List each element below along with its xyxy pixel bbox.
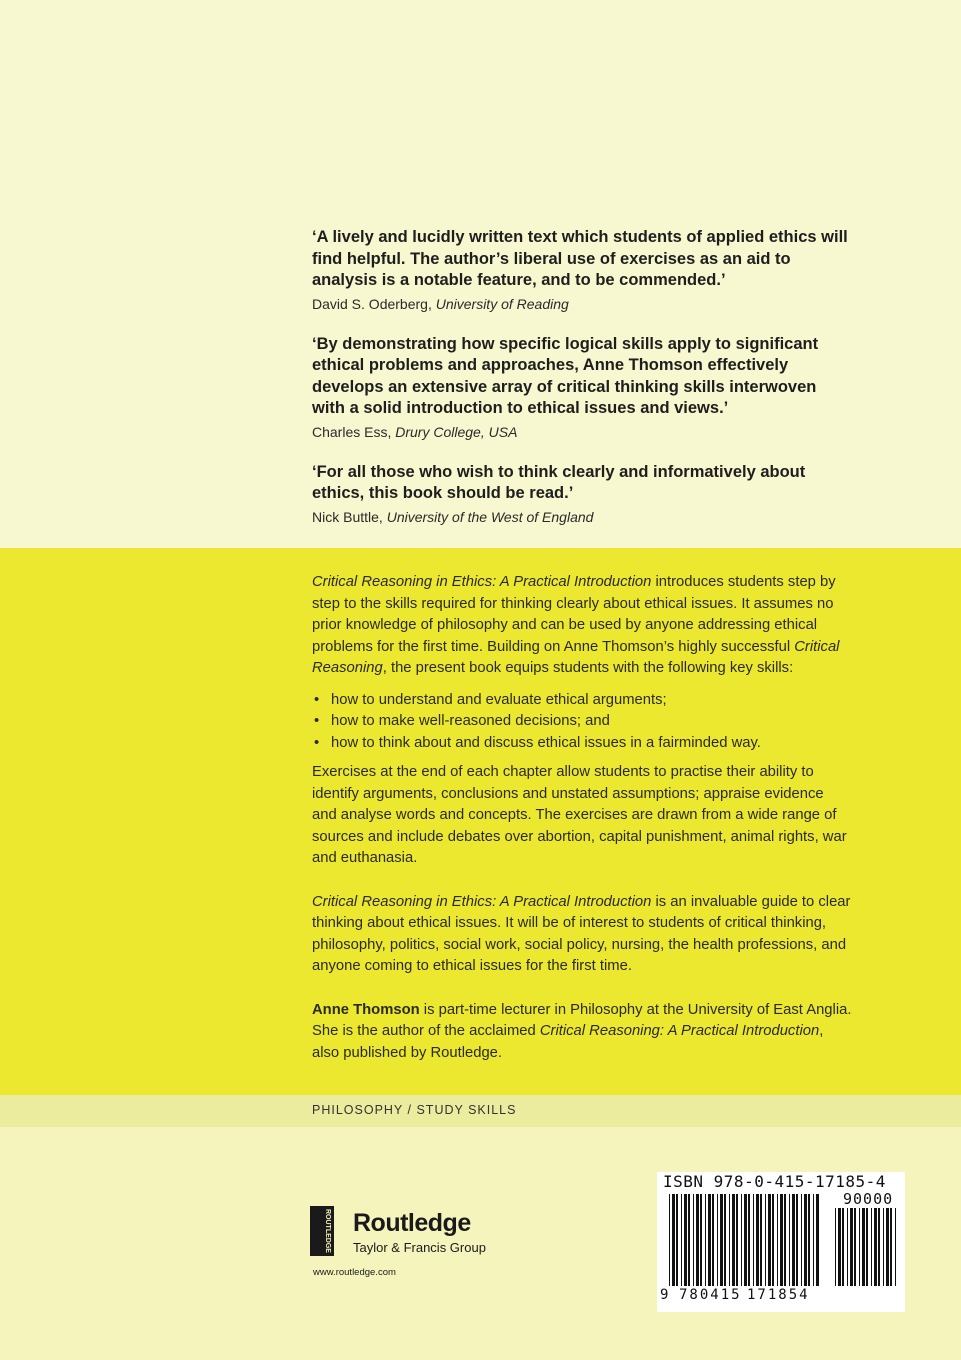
barcode-bar (854, 1208, 856, 1286)
publisher-name: Routledge (353, 1209, 471, 1237)
barcode-bar (693, 1194, 694, 1286)
barcode-bar (801, 1194, 802, 1286)
barcode-bar (760, 1194, 762, 1286)
addon-digits: 90000 (843, 1190, 894, 1208)
barcode-bar (777, 1194, 778, 1286)
barcode-bar (669, 1194, 670, 1286)
barcode-bar (732, 1194, 735, 1286)
barcode-bar (835, 1208, 836, 1286)
barcode-bar (688, 1194, 690, 1286)
quote-text: ‘By demonstrating how specific logical skills apply to significant ethical problems and approaches, Anne Thomson effectively develops an extensive array of critical thinking skills interwoven with a solid introduction to ethical issues and views.’ (312, 334, 819, 417)
review-quote (312, 334, 852, 442)
barcode-bar (748, 1194, 750, 1286)
barcode-bar (871, 1208, 872, 1286)
author-bio (312, 1000, 852, 1065)
barcode-bar (720, 1194, 723, 1286)
author-name: Anne Thomson (312, 1001, 420, 1018)
barcode-bar (780, 1194, 783, 1286)
vertical-mark-text: ROUTLEDGE (324, 1209, 331, 1253)
related-book-title: Critical Reasoning: A Practical Introduction (539, 1023, 820, 1039)
barcode-bar (768, 1194, 771, 1286)
description-paragraph (312, 572, 852, 680)
barcode-bar (796, 1194, 798, 1286)
barcode-bar (847, 1208, 848, 1286)
barcode-bar (890, 1208, 892, 1286)
barcode-bar (672, 1194, 675, 1286)
review-quote (312, 462, 852, 527)
publisher-logo (310, 1206, 510, 1260)
isbn-number: ISBN 978-0-415-17185-4 (663, 1172, 886, 1191)
barcode-bar (813, 1194, 814, 1286)
barcode-bar (866, 1208, 868, 1286)
barcode-bar (859, 1208, 860, 1286)
review-quote (312, 227, 852, 314)
quote-affiliation: University of Reading (435, 295, 569, 312)
skills-list-item: • how to understand and evaluate ethical arguments; (312, 690, 852, 712)
barcode-bar (741, 1194, 742, 1286)
barcode-bar (772, 1194, 774, 1286)
related-book-title: Critical Reasoning (312, 638, 840, 676)
barcode-bar (789, 1194, 790, 1286)
description-text: introduces students step by step to the skills required for thinking clearly about ethical issues. It assumes no prior knowledge of philosophy and can be used by anyone addressing ethical problems for the first time. Building on Anne Thomson’s highly successful (312, 574, 836, 655)
barcode-bar (883, 1208, 884, 1286)
barcode-bar (696, 1194, 699, 1286)
description-text: , the present book equips students with the following key skills: (382, 660, 794, 676)
quote-text: ‘For all those who wish to think clearly and informatively about ethics, this book should be read.’ (312, 462, 806, 502)
quote-affiliation: University of the West of England (386, 508, 594, 525)
barcode-bars (657, 1194, 905, 1294)
barcode-bar (874, 1208, 877, 1286)
barcode-bar (700, 1194, 702, 1286)
barcode-bar (729, 1194, 730, 1286)
barcode-bar (886, 1208, 889, 1286)
barcode-bar (808, 1194, 810, 1286)
quote-author: Charles Ess, (312, 423, 392, 440)
skills-list-item: • how to think about and discuss ethical issues in a fairminded way. (312, 733, 852, 755)
quote-affiliation: Drury College, USA (395, 423, 518, 440)
description-text: , also published by Routledge. (312, 1023, 824, 1061)
ean-left-digits: 780415 (679, 1287, 742, 1303)
barcode-bar (784, 1194, 786, 1286)
quote-attribution (312, 294, 852, 314)
barcode-bar (804, 1194, 807, 1286)
barcode-bar (756, 1194, 759, 1286)
barcode-bar (895, 1208, 896, 1286)
barcode-bar (862, 1208, 865, 1286)
subject-category: PHILOSOPHY / STUDY SKILLS (312, 1103, 517, 1117)
barcode-bar (816, 1194, 819, 1286)
ean-right-digits: 171854 (747, 1287, 810, 1303)
book-title: Critical Reasoning in Ethics: A Practical Introduction (312, 574, 652, 590)
barcode-bar (676, 1194, 678, 1286)
book-description (312, 572, 852, 1074)
barcode-bar (838, 1208, 841, 1286)
routledge-mark-icon (310, 1206, 334, 1256)
barcode-bar (842, 1208, 844, 1286)
publisher-url: www.routledge.com (313, 1267, 396, 1278)
barcode-bar (736, 1194, 738, 1286)
barcode-bar (792, 1194, 795, 1286)
barcode-bar (717, 1194, 718, 1286)
book-title: Critical Reasoning in Ethics: A Practical Introduction (312, 893, 652, 910)
quote-author: David S. Oderberg, (312, 295, 432, 312)
barcode-bar (684, 1194, 687, 1286)
barcode-bar (765, 1194, 766, 1286)
quote-text: ‘A lively and lucidly written text which students of applied ethics will find helpful. The author’s liberal use of exercises as an aid to analysis is a notable feature, and to be commended.’ (312, 228, 848, 289)
barcode-bar (712, 1194, 714, 1286)
barcode-bar (878, 1208, 880, 1286)
description-paragraph (312, 892, 852, 978)
barcode-bar (708, 1194, 711, 1286)
barcode-bar (850, 1208, 853, 1286)
barcode-bar (724, 1194, 726, 1286)
barcode-bar (681, 1194, 682, 1286)
barcode-bar (705, 1194, 706, 1286)
description-text: is part-time lecturer in Philosophy at the University of East Anglia. She is the author of the acclaimed (312, 1001, 852, 1039)
review-quotes (312, 227, 852, 547)
skills-list-item: • how to make well-reasoned decisions; and (312, 711, 852, 733)
quote-author: Nick Buttle, (312, 508, 383, 525)
publisher-tagline: Taylor & Francis Group (353, 1240, 486, 1255)
description-paragraph: Exercises at the end of each chapter allow students to practise their ability to identify arguments, conclusions and unstated assumptions; appraise evidence and analyse words and concepts. The exercises are drawn from a wide range of sources and include debates over abortion, capital punishment, animal rights, war and euthanasia. (312, 764, 847, 866)
description-text: is an invaluable guide to clear thinking about ethical issues. It will be of interest to students of critical thinking, philosophy, politics, social work, social policy, nursing, the health professions, and anyone coming to ethical issues for the first time. (312, 893, 851, 974)
quote-attribution (312, 422, 852, 442)
barcode-bar (744, 1194, 747, 1286)
isbn-barcode (657, 1172, 905, 1312)
quote-attribution (312, 507, 852, 527)
ean-first-digit: 9 (660, 1287, 669, 1303)
skills-list (312, 690, 852, 755)
barcode-bar (753, 1194, 754, 1286)
